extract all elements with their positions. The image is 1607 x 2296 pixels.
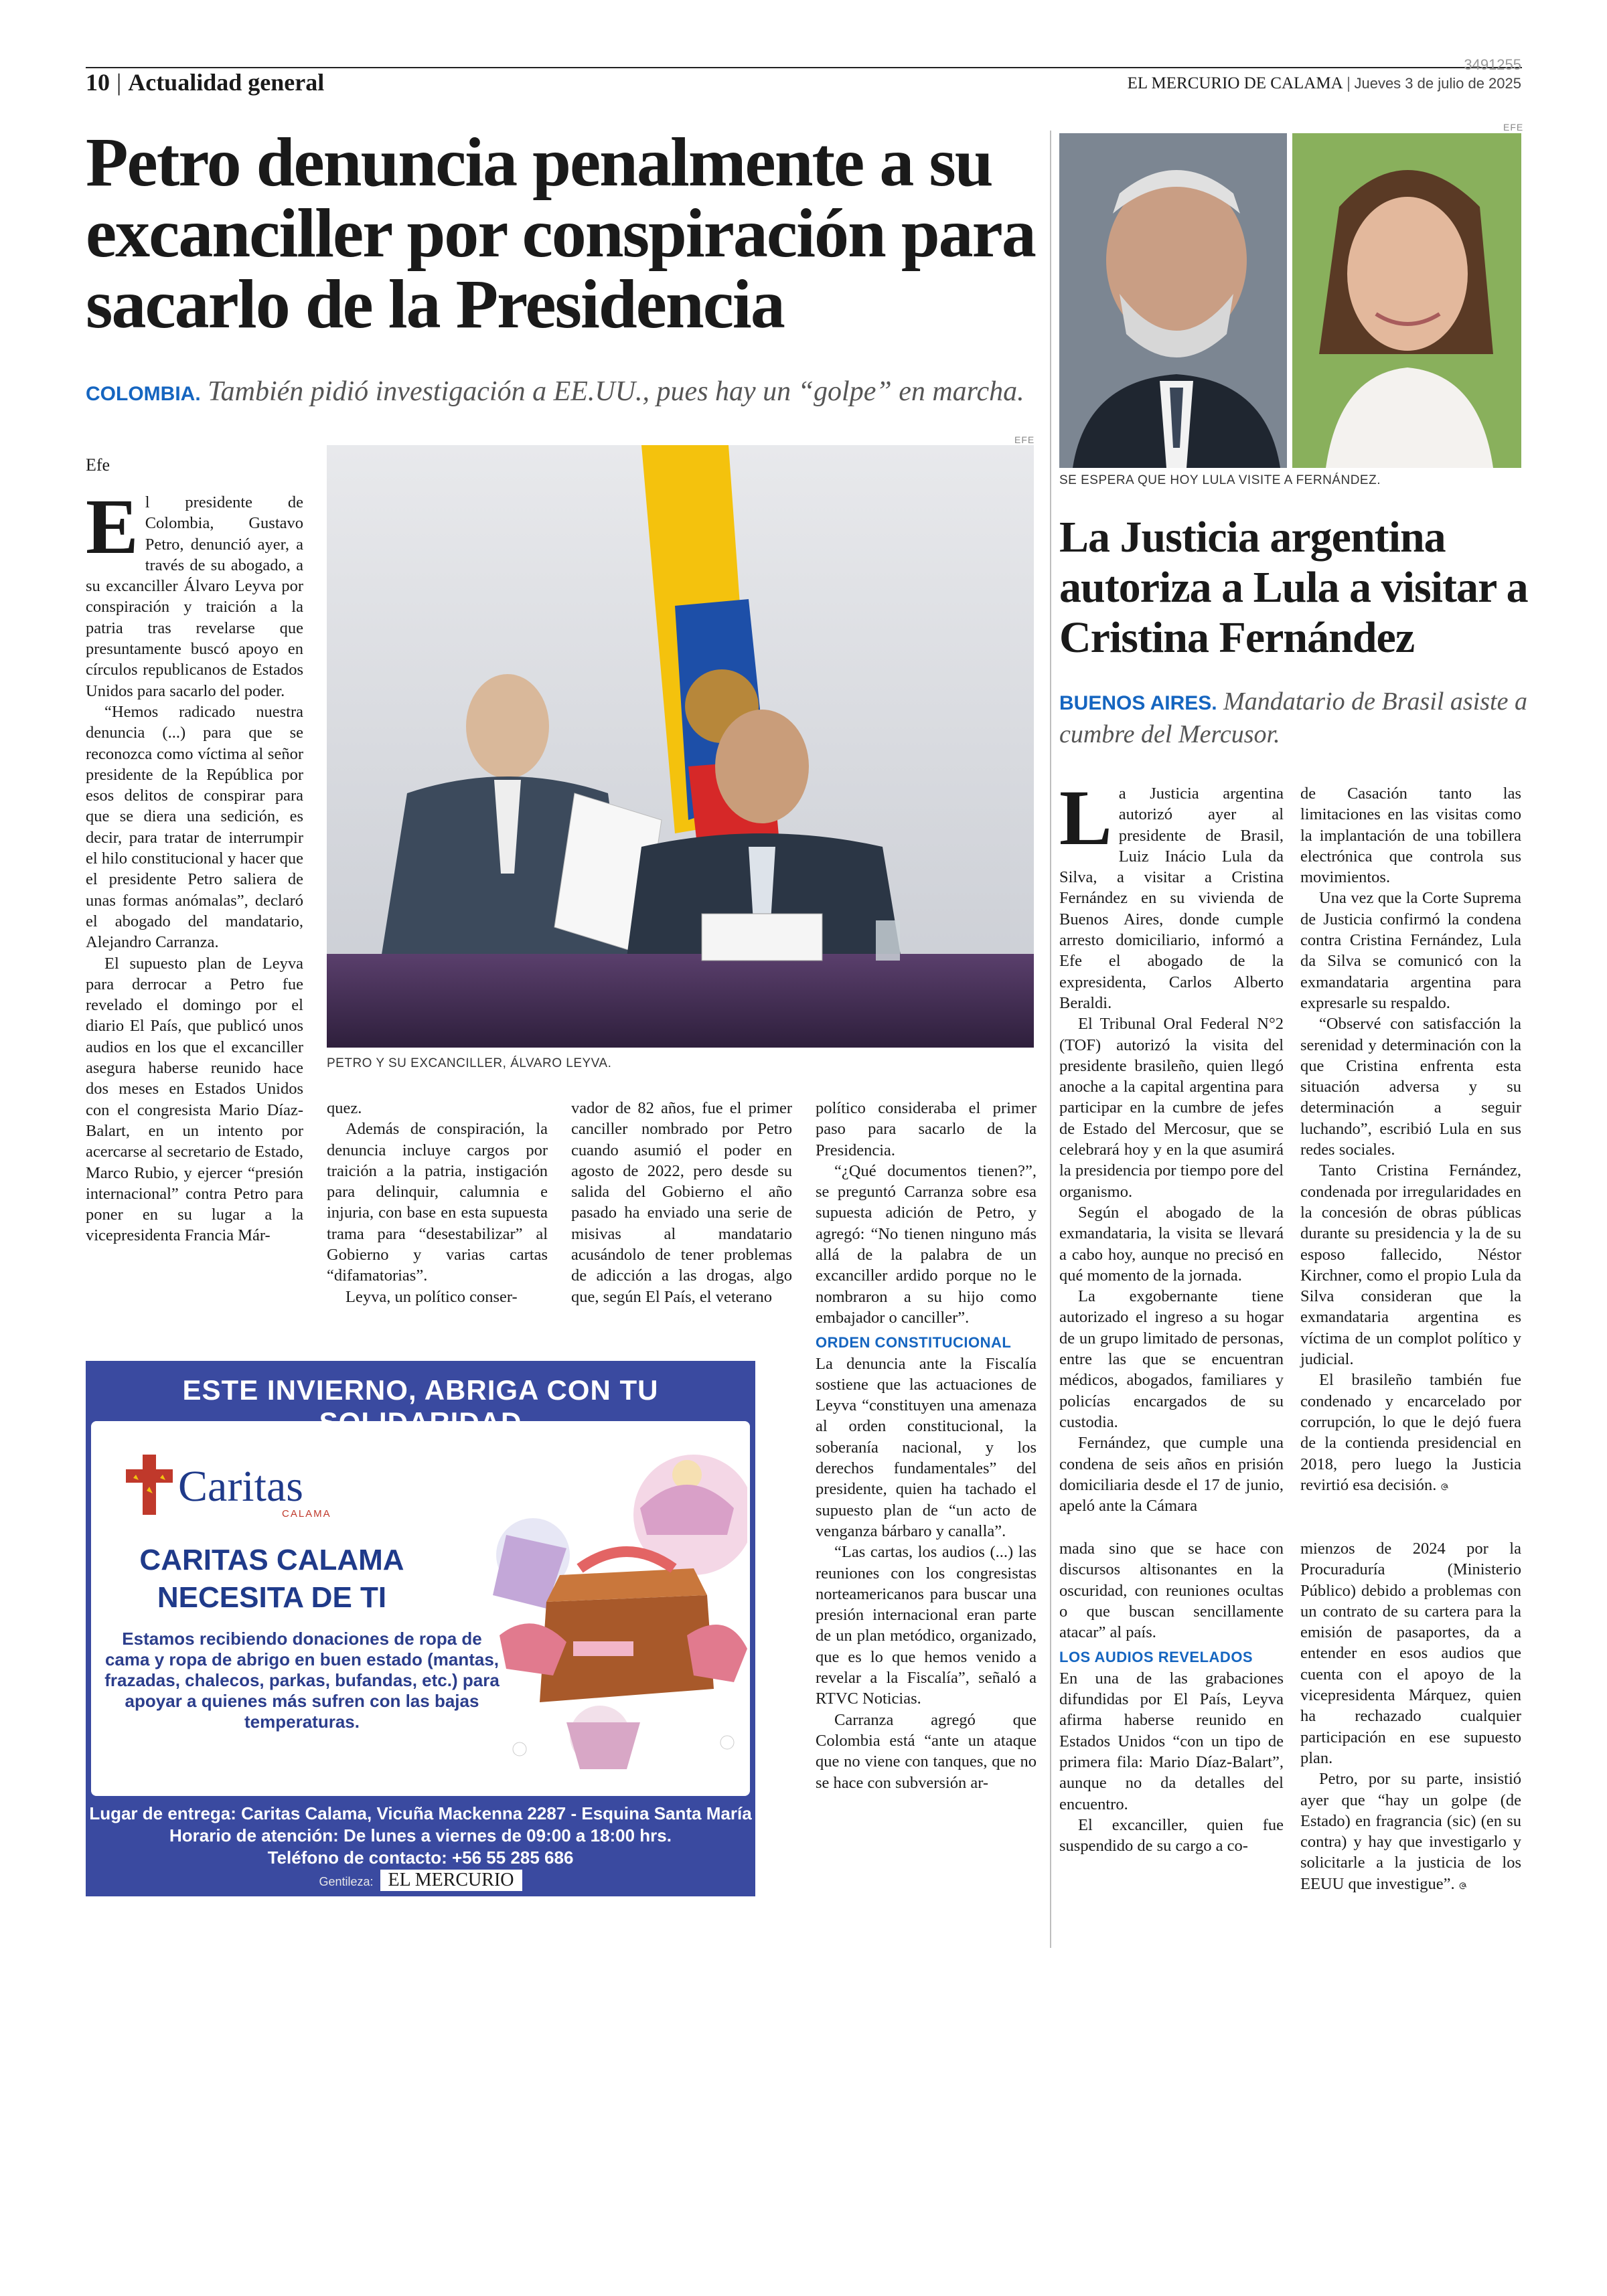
- article1-paragraph: “Las cartas, los audios (...) las reuniones con los congresistas norteamericanos para buscar una presión internacional eran parte de un plan metódico, organizado, que es lo que hemos venido a revelar a la Fiscalía”, señaló a RTVC Noticias.: [816, 1543, 1037, 1708]
- article1-paragraph: vador de 82 años, fue el primer canciller nombrado por Petro cuando asumió el poder en agosto de 2022, pero desde su salida del Gobierno el año pasado ha enviado una serie de misivas al mandatario acusándolo de tener problemas de adicción a las drogas, algo que, según El País, el veterano: [571, 1099, 792, 1306]
- article2-paragraph: El Tribunal Oral Federal N°2 (TOF) autorizó la visita del presidente brasileño, quien llegó anoche a la capital argentina para participar en la cumbre de jefes de Estado del Mercosur, que se celebrará hoy y en la que asumirá la presidencia por tiempo pore del organismo.: [1059, 1015, 1284, 1201]
- article1-column-2: [327, 1098, 548, 1307]
- cristina-fernandez-photo: [1292, 133, 1521, 468]
- article1-paragraph: político consideraba el primer paso para sacarlo de la Presidencia.: [816, 1099, 1037, 1159]
- article1-paragraph: mada sino que se hace con discursos altisonantes en la oscuridad, con reuniones ocultas o que buscan sencillamente atacar” al país.: [1059, 1540, 1284, 1642]
- article2-column-2: [1300, 783, 1521, 1495]
- article1-dropcap: E: [86, 483, 139, 570]
- article1-paragraph: Carranza agregó que Colombia está “ante un ataque que no viene con tanques, que no se hace con subversión ar-: [816, 1710, 1037, 1792]
- article1-subtitle: También pidió investigación a EE.UU., pues hay un “golpe” en marcha.: [208, 376, 1024, 407]
- petro-leyva-photo-image: [327, 445, 1034, 1048]
- article1-paragraph: El supuesto plan de Leyva para derrocar a Petro fue revelado el domingo por el diario El País, que publicó unos audios en los que el excanciller asegura haberse reunido hace dos meses en Estados Unidos con el congresista Mario Díaz-Balart, en un intento por acercarse al secretario de Estado, Marco Rubio, y ejercer “presión internacional” contra Petro para poner en su lugar a la vicepresidenta Francia Már-: [86, 954, 303, 1245]
- article1-paragraph: Además de conspiración, la denuncia incluye cargos por traición a la patria, instigación para delinquir, calumnia e injuria, con base en esta supuesta trama para “desestabilizar” al Gobierno y varias cartas “difamatorias”.: [327, 1120, 548, 1285]
- article1-paragraph: mienzos de 2024 por la Procuraduría (Ministerio Público) debido a problemas con un contrato de su cartera para la emisión de pasaportes, da a entender en esos audios que cuenta con el apoyo de la vicepresidenta Márquez, quien ha rechazado cualquier participación en ese supuesto plan.: [1300, 1540, 1521, 1767]
- article2-deck: [1059, 686, 1528, 750]
- article2-photo-caption: SE ESPERA QUE HOY LULA VISITE A FERNÁNDEZ.: [1059, 473, 1381, 487]
- cristina-photo-image: [1292, 133, 1521, 468]
- issue-date: Jueves 3 de julio de 2025: [1354, 75, 1521, 92]
- article1-paragraph-text: Petro, por su parte, insistió ayer que “hay un golpe (de Estado) en fragrancia (sic) (en su contra) y hay que investigarlo y solicitarle a la justicia de los EEUU que investigue”.: [1300, 1770, 1521, 1893]
- article2-paragraph: Según el abogado de la exmandataria, la visita se llevará a cabo hoy, aunque no precisó en qué momento de la jornada.: [1059, 1203, 1284, 1285]
- caritas-cross-icon: [126, 1455, 173, 1515]
- article1-subhead: ORDEN CONSTITUCIONAL: [816, 1334, 1012, 1351]
- article1-deck: [86, 375, 1037, 411]
- article1-paragraph: “Hemos radicado nuestra denuncia (...) para que se reconozca como víctima al señor presidente de la República por esos delitos de conspirar para que se diera una sedición, es decir, para tratar de interrumpir el hilo constitucional y hacer que el presidente Petro saliera de unas formas anómalas”, declaró el abogado del mandatario, Alejandro Carranza.: [86, 702, 303, 952]
- article2-paragraph-text: El brasileño también fue condenado y encarcelado por corrupción, lo que le dejó fuera de la contienda presidencial en 2018, pero luego la Justicia revirtió esa decisión.: [1300, 1371, 1521, 1494]
- article2-paragraph: La exgobernante tiene autorizado el ingreso a su hogar de un grupo limitado de personas, entre las que se encuentran médicos, abogados, familiares y policías encargados de su custodia.: [1059, 1287, 1284, 1431]
- article1-subhead: LOS AUDIOS REVELADOS: [1059, 1649, 1253, 1666]
- section-name: Actualidad general: [128, 69, 325, 96]
- article2-paragraph: de Casación tanto las limitaciones en las visitas como la implantación de una tobillera electrónica que controla sus movimientos.: [1300, 785, 1521, 887]
- article1-paragraph: [86, 483, 303, 702]
- header-separator-right: |: [1347, 75, 1351, 92]
- article2-paragraph: [1300, 1370, 1521, 1495]
- article1-byline: Efe: [86, 455, 110, 475]
- article2-paragraph-text: a Justicia argentina autorizó ayer al presidente de Brasil, Luiz Inácio Lula da Silva, a visitar a Cristina Fernández en su vivienda de Buenos Aires, donde cumple arresto domiciliario, informó a Efe el abogado de la expresidenta, Carlos Alberto Beraldi.: [1059, 785, 1284, 1012]
- article1-paragraph: [1300, 1769, 1521, 1894]
- article1-paragraph: El excanciller, quien fue suspendido de su cargo a co-: [1059, 1815, 1284, 1856]
- ad-headline-line: CARITAS CALAMA: [139, 1544, 404, 1576]
- ad-footer: [86, 1870, 755, 1891]
- article1-column-3: [571, 1098, 792, 1307]
- article1-photo-caption: PETRO Y SU EXCANCILLER, ÁLVARO LEYVA.: [327, 1056, 612, 1070]
- page-code: 3491255: [1464, 56, 1521, 73]
- article-end-mark: ဇ: [1440, 1476, 1450, 1493]
- article2-paragraph: “Observé con satisfacción la serenidad y determinación con la que Cristina enfrenta esta situación adversa y su determinación a seguir luchando”, escribió Lula en sus redes sociales.: [1300, 1015, 1521, 1159]
- article2-dropcap: L: [1059, 774, 1112, 862]
- ad-contact-info: [86, 1803, 755, 1869]
- article1-column-5: [1059, 1538, 1284, 1856]
- ad-body-text: Estamos recibiendo donaciones de ropa de cama y ropa de abrigo en buen estado (mantas, frazadas, chalecos, parkas, bufandas, etc.) para apoyar a quienes más sufren con las bajas temperaturas.: [104, 1629, 500, 1732]
- article1-paragraph-text: l presidente de Colombia, Gustavo Petro, denunció ayer, a través de su abogado, a su excanciller Álvaro Leyva por conspiración y traición a la patria tras revelarse que presuntamente buscó apoyo en círculos republicanos de Estados Unidos para sacarlo del poder.: [86, 493, 303, 700]
- newspaper-name: EL MERCURIO DE CALAMA: [1127, 74, 1343, 92]
- caritas-logo-sub: CALAMA: [282, 1508, 331, 1520]
- ad-sponsor-brand: EL MERCURIO: [380, 1870, 522, 1891]
- caritas-logo-text: Caritas: [178, 1462, 303, 1511]
- caritas-advertisement: [86, 1361, 755, 1896]
- column-divider: [1050, 131, 1051, 1948]
- article1-photo-credit: EFE: [1014, 434, 1035, 445]
- article1-paragraph: La denuncia ante la Fiscalía sostiene que las actuaciones de Leyva “constituyen una amenaza al orden constitucional, la soberanía nacional, y los derechos fundamentales” del presidente, quien ha tachado el supuesto plan de “un acto de venganza bárbaro y canalla”.: [816, 1354, 1037, 1540]
- ad-phone: Teléfono de contacto: +56 55 285 686: [267, 1848, 574, 1868]
- page-header-left: [86, 67, 324, 98]
- article2-paragraph: Fernández, que cumple una condena de seis años en prisión domiciliaria desde el 17 de junio, apeló ante la Cámara: [1059, 1434, 1284, 1515]
- article1-column-1: [86, 483, 303, 1246]
- ad-title: ESTE INVIERNO, ABRIGA CON TU: [182, 1374, 659, 1406]
- article2-paragraph: Una vez que la Corte Suprema de Justicia confirmó la condena contra Cristina Fernández, Lula da Silva se comunicó con la exmandataria argentina para expresarle su respaldo.: [1300, 889, 1521, 1012]
- article2-subtitle: Mandatario de Brasil asiste a cumbre del Mercusor.: [1059, 687, 1527, 748]
- article2-paragraph: Tanto Cristina Fernández, condenada por irregularidades en la concesión de obras públicas durante su presidencia y la de su esposo fallecido, Néstor Kirchner, como el propio Lula da Silva consideran que la exmandataria argentina es víctima de un complot político y judicial.: [1300, 1161, 1521, 1369]
- article1-column-4: [816, 1098, 1037, 1793]
- article2-photo-credit: EFE: [1503, 122, 1524, 133]
- article1-column-6: [1300, 1538, 1521, 1894]
- article-end-mark: ဇ: [1458, 1875, 1468, 1892]
- article1-photo: [327, 445, 1034, 1048]
- article2-column-1: [1059, 774, 1284, 1516]
- article2-headline: La Justicia argentina autoriza a Lula a visitar a Cristina Fernández: [1059, 513, 1528, 662]
- ad-card: [91, 1421, 750, 1796]
- lula-photo: [1059, 133, 1287, 468]
- ad-headline: [131, 1542, 412, 1617]
- article1-kicker: COLOMBIA.: [86, 383, 201, 405]
- article2-paragraph: [1059, 774, 1284, 1013]
- lula-photo-image: [1059, 133, 1287, 468]
- article1-paragraph: En una de las grabaciones difundidas por El País, Leyva afirma haberse reunido en Estados Unidos “con un tipo de primera fila: Mario Díaz-Balart”, aunque no da detalles del encuentro.: [1059, 1669, 1284, 1813]
- article2-kicker: BUENOS AIRES.: [1059, 692, 1217, 714]
- ad-sponsor-label: Gentileza:: [319, 1875, 374, 1888]
- article1-headline: Petro denuncia penalmente a su excanciller por conspiración para sacarlo de la Presidencia: [86, 124, 1035, 343]
- page-header-right: [1128, 74, 1521, 94]
- page-number: 10: [86, 69, 110, 96]
- ad-opening-hours: Horario de atención: De lunes a viernes de 09:00 a 18:00 hrs.: [169, 1825, 672, 1846]
- header-separator: |: [117, 69, 122, 96]
- article1-paragraph: quez.: [327, 1099, 362, 1117]
- ad-delivery-location: Lugar de entrega: Caritas Calama, Vicuña Mackenna 2287 - Esquina Santa María: [89, 1803, 752, 1823]
- ad-headline-line: NECESITA DE TI: [157, 1581, 387, 1614]
- article1-paragraph: Leyva, un político conser-: [346, 1287, 518, 1306]
- article1-paragraph: “¿Qué documentos tienen?”, se preguntó Carranza sobre esa supuesta adición de Petro, y agregó: “No tienen ninguno más allá de la palabra de un excanciller ardido porque no le nombraron a su hijo como embajador o canciller”.: [816, 1161, 1037, 1327]
- winter-clothes-box-illustration: [493, 1434, 747, 1783]
